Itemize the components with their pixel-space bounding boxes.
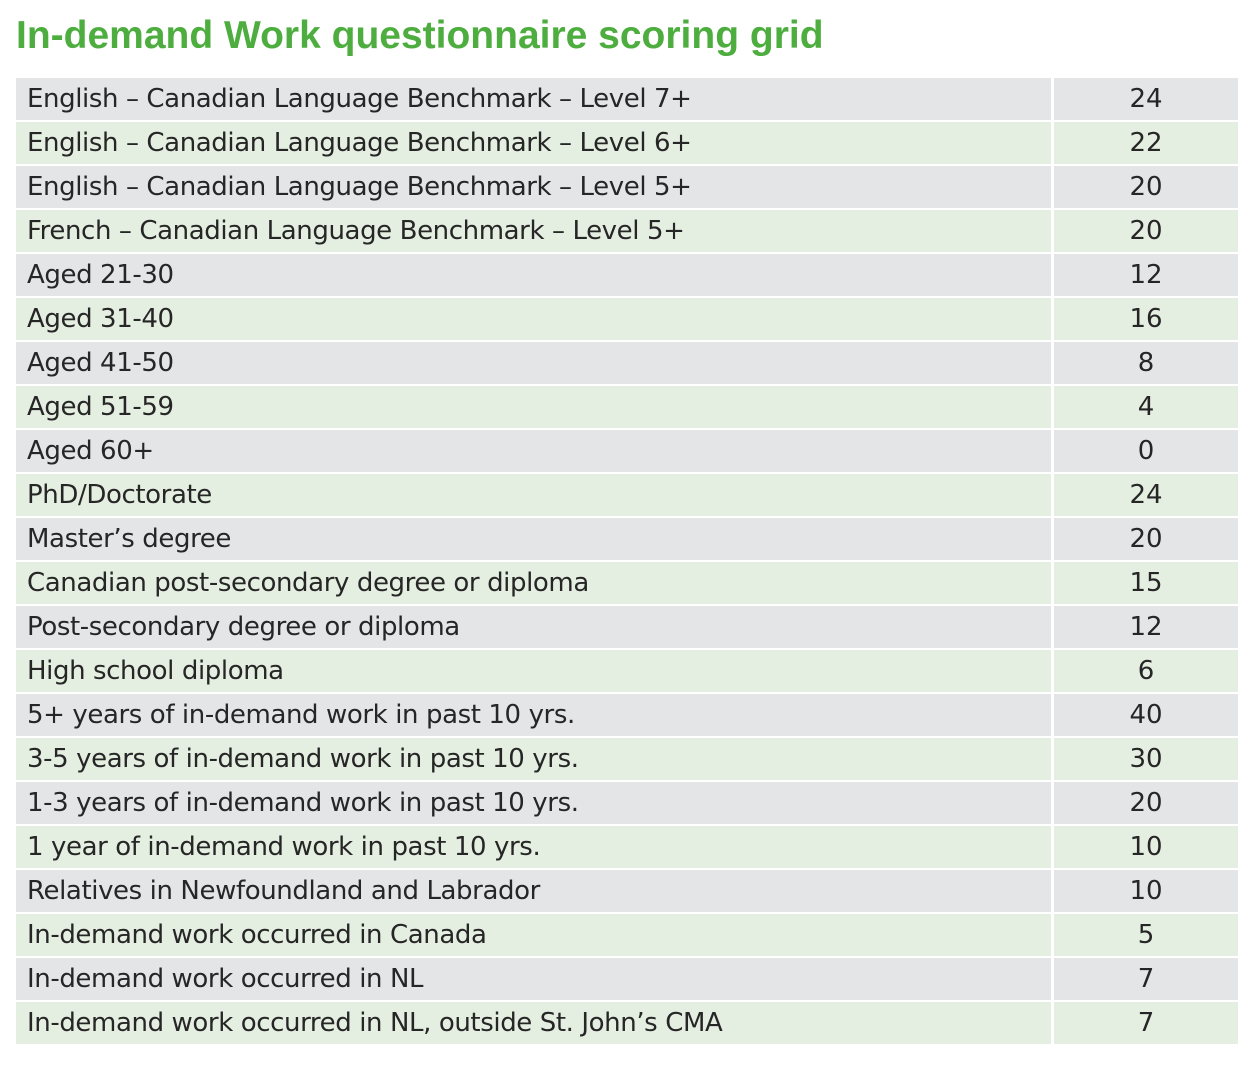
criterion-cell: Aged 60+: [16, 428, 1054, 472]
table-row: [16, 296, 1238, 340]
criterion-cell: PhD/Doctorate: [16, 472, 1054, 516]
score-cell: 30: [1054, 736, 1238, 780]
criterion-cell: Aged 51-59: [16, 384, 1054, 428]
score-cell: 10: [1054, 824, 1238, 868]
scoring-grid-table: [16, 76, 1238, 1044]
criterion-cell: 1-3 years of in-demand work in past 10 yrs.: [16, 780, 1054, 824]
score-cell: 24: [1054, 472, 1238, 516]
score-cell: 24: [1054, 76, 1238, 120]
criterion-cell: In-demand work occurred in NL: [16, 956, 1054, 1000]
table-row: [16, 868, 1238, 912]
score-cell: 22: [1054, 120, 1238, 164]
table-row: [16, 736, 1238, 780]
criterion-cell: Canadian post-secondary degree or diploma: [16, 560, 1054, 604]
score-cell: 12: [1054, 604, 1238, 648]
table-row: [16, 164, 1238, 208]
score-cell: 20: [1054, 164, 1238, 208]
table-row: [16, 340, 1238, 384]
table-row: [16, 604, 1238, 648]
score-cell: 16: [1054, 296, 1238, 340]
table-row: [16, 428, 1238, 472]
table-row: [16, 824, 1238, 868]
criterion-cell: English – Canadian Language Benchmark – Level 7+: [16, 76, 1054, 120]
page-title: In-demand Work questionnaire scoring grid: [16, 14, 824, 57]
criterion-cell: Post-secondary degree or diploma: [16, 604, 1054, 648]
table-row: [16, 912, 1238, 956]
table-row: [16, 384, 1238, 428]
criterion-cell: In-demand work occurred in NL, outside St. John’s CMA: [16, 1000, 1054, 1044]
table-row: [16, 208, 1238, 252]
score-cell: 12: [1054, 252, 1238, 296]
score-cell: 40: [1054, 692, 1238, 736]
score-cell: 7: [1054, 956, 1238, 1000]
criterion-cell: Relatives in Newfoundland and Labrador: [16, 868, 1054, 912]
criterion-cell: 5+ years of in-demand work in past 10 yrs.: [16, 692, 1054, 736]
score-cell: 20: [1054, 208, 1238, 252]
criterion-cell: English – Canadian Language Benchmark – Level 6+: [16, 120, 1054, 164]
score-cell: 8: [1054, 340, 1238, 384]
table-row: [16, 780, 1238, 824]
score-cell: 20: [1054, 516, 1238, 560]
criterion-cell: Aged 21-30: [16, 252, 1054, 296]
score-cell: 0: [1054, 428, 1238, 472]
criterion-cell: In-demand work occurred in Canada: [16, 912, 1054, 956]
score-cell: 7: [1054, 1000, 1238, 1044]
criterion-cell: English – Canadian Language Benchmark – Level 5+: [16, 164, 1054, 208]
table-row: [16, 956, 1238, 1000]
criterion-cell: Aged 41-50: [16, 340, 1054, 384]
criterion-cell: 1 year of in-demand work in past 10 yrs.: [16, 824, 1054, 868]
criterion-cell: French – Canadian Language Benchmark – Level 5+: [16, 208, 1054, 252]
score-cell: 10: [1054, 868, 1238, 912]
table-row: [16, 472, 1238, 516]
score-cell: 15: [1054, 560, 1238, 604]
score-cell: 4: [1054, 384, 1238, 428]
table-row: [16, 692, 1238, 736]
table-row: [16, 648, 1238, 692]
table-row: [16, 1000, 1238, 1044]
table-row: [16, 120, 1238, 164]
table-row: [16, 252, 1238, 296]
criterion-cell: Aged 31-40: [16, 296, 1054, 340]
score-cell: 5: [1054, 912, 1238, 956]
table-row: [16, 560, 1238, 604]
table-row: [16, 516, 1238, 560]
criterion-cell: High school diploma: [16, 648, 1054, 692]
score-cell: 20: [1054, 780, 1238, 824]
criterion-cell: Master’s degree: [16, 516, 1054, 560]
table-row: [16, 76, 1238, 120]
scoring-grid-body: [16, 76, 1238, 1044]
criterion-cell: 3-5 years of in-demand work in past 10 yrs.: [16, 736, 1054, 780]
score-cell: 6: [1054, 648, 1238, 692]
